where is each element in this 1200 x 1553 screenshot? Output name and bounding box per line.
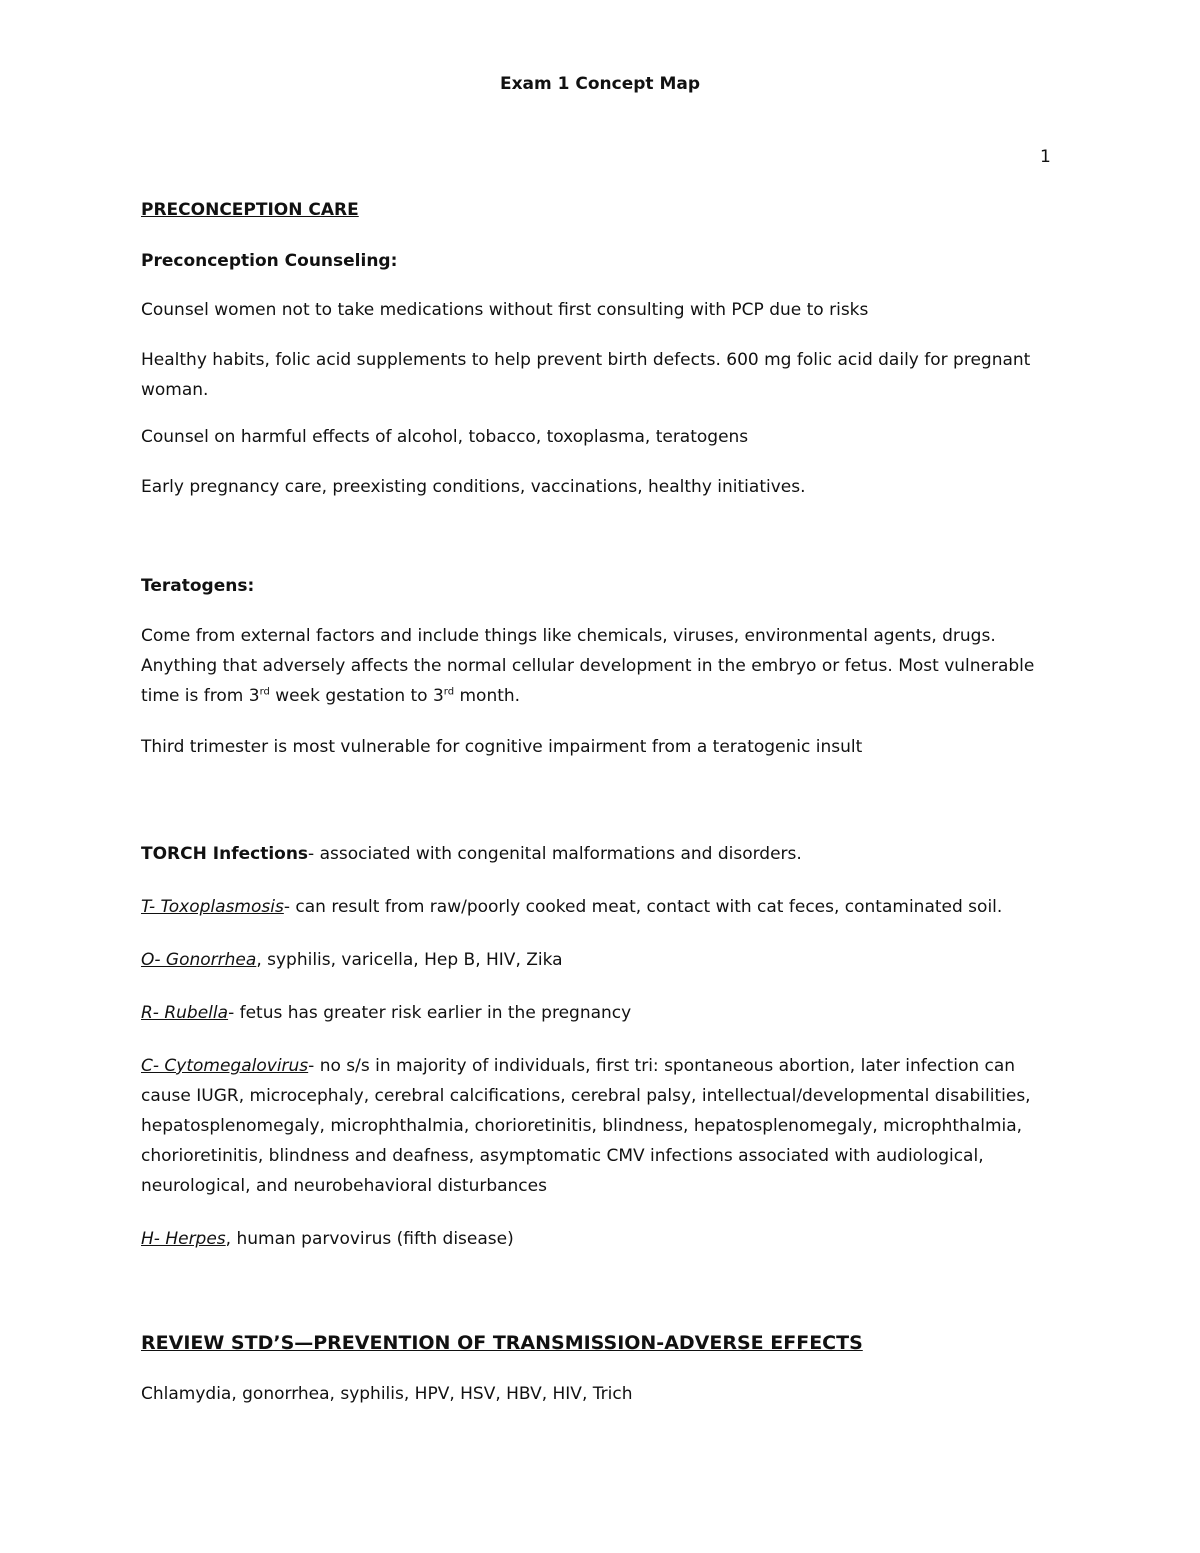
torch-label: H- Herpes (141, 1229, 226, 1249)
torch-description: - fetus has greater risk earlier in the pregnancy (228, 1003, 632, 1023)
torch-description: , human parvovirus (fifth disease) (225, 1229, 514, 1249)
teratogens-text: Come from external factors and include things like chemicals, viruses, environmental agents, drugs. Anything that adversely affects the normal cellular development in the embryo or fetus. Most vulnerable time is from 3 (141, 626, 1035, 706)
subheading-preconception-counseling: Preconception Counseling: (141, 251, 398, 271)
torch-label: O- Gonorrhea (141, 950, 257, 970)
counseling-item: Healthy habits, folic acid supplements to help prevent birth defects. 600 mg folic acid daily for pregnant woman. (141, 350, 1031, 400)
teratogens-paragraph: Third trimester is most vulnerable for cognitive impairment from a teratogenic insult (141, 737, 863, 757)
std-list: Chlamydia, gonorrhea, syphilis, HPV, HSV, HBV, HIV, Trich (141, 1384, 633, 1404)
superscript: rd (443, 686, 455, 698)
section-title-review-stds: REVIEW STD’S—PREVENTION OF TRANSMISSION-ADVERSE EFFECTS (141, 1332, 863, 1354)
torch-item (141, 892, 1061, 922)
teratogens-text: week gestation to 3 (269, 686, 444, 706)
torch-heading-line (141, 839, 1061, 869)
teratogens-paragraph (141, 621, 1061, 711)
torch-description: - can result from raw/poorly cooked meat, contact with cat feces, contaminated soil. (283, 897, 1003, 917)
counseling-item: Early pregnancy care, preexisting conditions, vaccinations, healthy initiatives. (141, 477, 806, 497)
document-title: Exam 1 Concept Map (499, 74, 701, 94)
document-body (141, 195, 1061, 1409)
torch-label: C- Cytomegalovirus (141, 1056, 309, 1076)
subheading-teratogens: Teratogens: (141, 576, 255, 596)
torch-item (141, 1224, 1061, 1254)
teratogens-text: month. (454, 686, 521, 706)
torch-item (141, 945, 1061, 975)
superscript: rd (259, 686, 270, 698)
torch-description: , syphilis, varicella, Hep B, HIV, Zika (256, 950, 563, 970)
counseling-item: Counsel on harmful effects of alcohol, tobacco, toxoplasma, teratogens (141, 427, 749, 447)
counseling-item: Counsel women not to take medications without first consulting with PCP due to risks (141, 300, 869, 320)
subheading-torch-infections: TORCH Infections (141, 844, 309, 864)
torch-item (141, 998, 1061, 1028)
torch-description: - no s/s in majority of individuals, first tri: spontaneous abortion, later infection can cause IUGR, microcephaly, cerebral calcifications, cerebral palsy, intellectual/developmental disabilities, hepatosplenomegaly, microphthalmia, chorioretinitis, blindness, hepatosplenomegaly, microphthalmia, chorioretinitis, blindness and deafness, asymptomatic CMV infections associated with audiological, neurological, and neurobehavioral disturbances (141, 1056, 1031, 1196)
torch-label: R- Rubella (141, 1003, 229, 1023)
torch-heading-description: - associated with congenital malformations and disorders. (308, 844, 802, 864)
torch-item (141, 1051, 1061, 1201)
section-title-preconception-care: PRECONCEPTION CARE (141, 200, 359, 220)
page-number: 1 (1040, 147, 1051, 167)
torch-label: T- Toxoplasmosis (141, 897, 284, 917)
